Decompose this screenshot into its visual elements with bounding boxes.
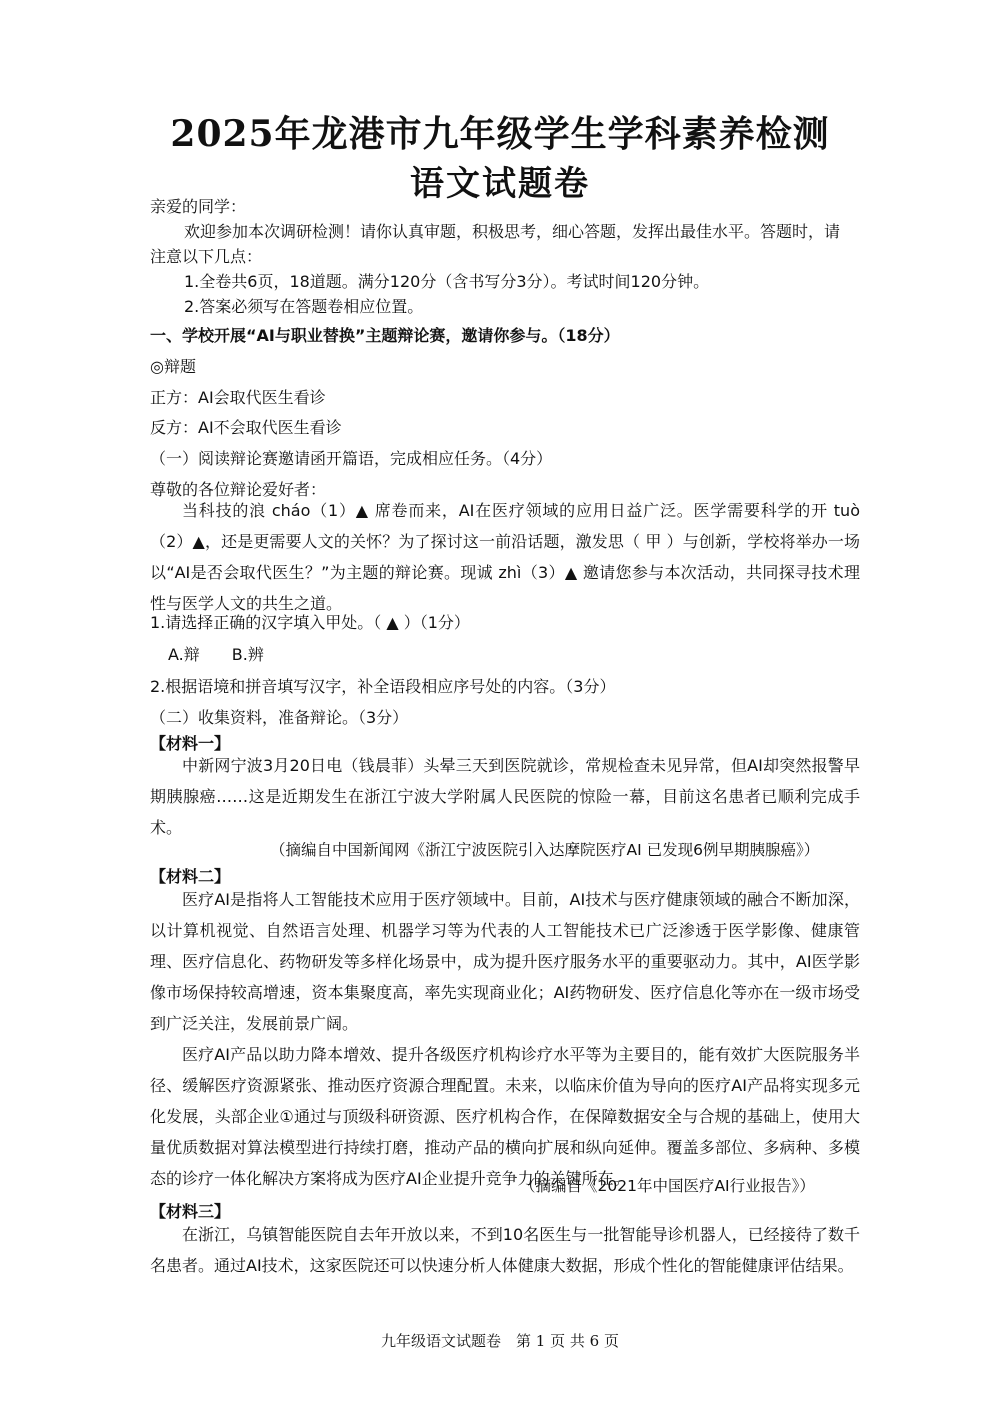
section1-heading: 一、学校开展“AI与职业替换”主题辩论赛，邀请你参与。（18分） [150, 326, 620, 345]
material1-source: （摘编自中国新闻网《浙江宁波医院引入达摩院医疗AI 已发现6例早期胰腺癌》） [270, 841, 820, 859]
part1-heading: （一）阅读辩论赛邀请函开篇语，完成相应任务。（4分） [150, 449, 553, 468]
material3-label: 【材料三】 [150, 1202, 231, 1221]
page-footer: 九年级语文试题卷 第 1 页 共 6 页 [381, 1332, 619, 1350]
intro-note-1: 1.全卷共6页，18道题。满分120分（含书写分3分）。考试时间120分钟。 [184, 272, 710, 291]
intro-greeting: 亲爱的同学： [150, 197, 247, 216]
material2-source: （摘编自《2021年中国医疗AI行业报告》） [520, 1177, 815, 1195]
intro-line-1: 欢迎参加本次调研检测！请你认真审题，积极思考，细心答题，发挥出最佳水平。答题时，请 [184, 222, 841, 241]
part2-heading: （二）收集资料，准备辩论。（3分） [150, 708, 409, 727]
question-2: 2.根据语境和拼音填写汉字，补全语段相应序号处的内容。（3分） [150, 677, 616, 696]
intro-note-2: 2.答案必须写在答题卷相应位置。 [184, 297, 424, 316]
invite-salutation: 尊敬的各位辩论爱好者： [150, 480, 327, 499]
invite-text: 当科技的浪 cháo（1）▲ 席卷而来，AI在医疗领域的应用日益广泛。医学需要科学的开 tuò（2）▲，还是更需要人文的关怀？为了探讨这一前沿话题，激发思（ 甲 ）与创新，学校将举办一场以“AI是否会取代医生？”为主题的辩论赛。现诚 zhì（3）▲ 邀请您参与本次活动，共同探寻技术理性与医学人文的共生之道。 [150, 501, 860, 613]
material2-label: 【材料二】 [150, 867, 231, 886]
material1-text: 中新网宁波3月20日电（钱晨菲）头晕三天到医院就诊，常规检查未见异常，但AI却突然报警早期胰腺癌……这是近期发生在浙江宁波大学附属人民医院的惊险一幕，目前这名患者已顺利完成手术。 [150, 756, 860, 837]
question-1: 1.请选择正确的汉字填入甲处。（ ▲ ）（1分） [150, 613, 470, 632]
debate-topic-label: ◎辩题 [150, 357, 196, 376]
intro-line-2: 注意以下几点： [150, 247, 263, 266]
pro-side: 正方：AI会取代医生看诊 [150, 388, 326, 407]
material2-para2: 医疗AI产品以助力降本增效、提升各级医疗机构诊疗水平等为主要目的，能有效扩大医院服务半径、缓解医疗资源紧张、推动医疗资源合理配置。未来，以临床价值为导向的医疗AI产品将实现多元化发展，头部企业①通过与顶级科研资源、医疗机构合作，在保障数据安全与合规的基础上，使用大量优质数据对算法模型进行持续打磨，推动产品的横向扩展和纵向延伸。覆盖多部位、多病种、多模态的诊疗一体化解决方案将成为医疗AI企业提升竞争力的关键所在。 [150, 1045, 860, 1188]
material1-label: 【材料一】 [150, 734, 231, 753]
page-subtitle: 语文试题卷 [410, 164, 590, 204]
con-side: 反方：AI不会取代医生看诊 [150, 418, 342, 437]
question-1-options: A.辩 B.辨 [168, 645, 264, 664]
material2-para1: 医疗AI是指将人工智能技术应用于医疗领域中。目前，AI技术与医疗健康领域的融合不断加深，以计算机视觉、自然语言处理、机器学习等为代表的人工智能技术已广泛渗透于医学影像、健康管理、医疗信息化、药物研发等多样化场景中，成为提升医疗服务水平的重要驱动力。其中，AI医学影像市场保持较高增速，资本集聚度高，率先实现商业化；AI药物研发、医疗信息化等亦在一级市场受到广泛关注，发展前景广阔。 [150, 890, 860, 1033]
page-title: 2025年龙港市九年级学生学科素养检测 [170, 113, 830, 155]
material3-text: 在浙江，乌镇智能医院自去年开放以来，不到10名医生与一批智能导诊机器人，已经接待了数千名患者。通过AI技术，这家医院还可以快速分析人体健康大数据，形成个性化的智能健康评估结果。 [150, 1225, 860, 1275]
